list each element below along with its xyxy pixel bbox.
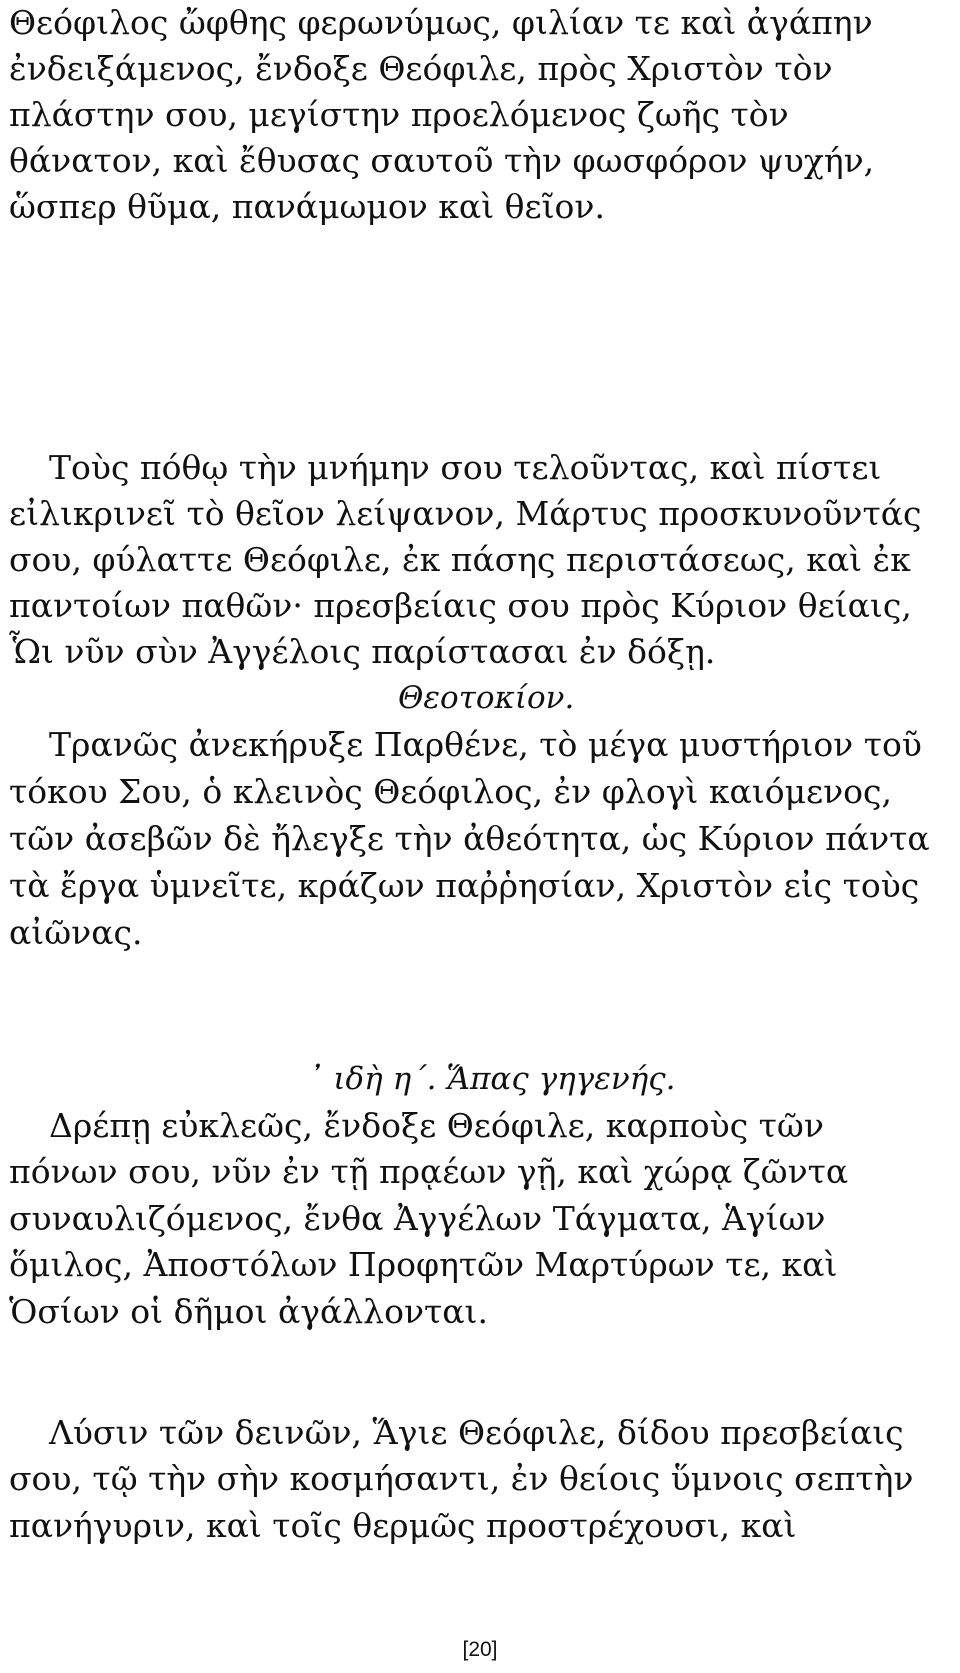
text-line: τόκου Σου, ὁ κλεινὸς Θεόφιλος, ἐν φλογὶ καιόμενος,: [9, 772, 893, 811]
text-line: πόνων σου, νῦν ἐν τῇ πρᾳέων γῇ, καὶ χώρᾳ ζῶντα: [9, 1152, 849, 1191]
text-line: Ὧι νῦν σὺν Ἀγγέλοις παρίστασαι ἐν δόξῃ.: [9, 632, 716, 671]
text-line: πανήγυριν, καὶ τοῖς θερμῶς προστρέχουσι, καὶ: [9, 1506, 797, 1545]
text-line: τὰ ἔργα ὑμνεῖτε, κράζων παῤῥησίαν, Χριστὸν εἰς τοὺς: [9, 866, 920, 905]
text-line: σου, φύλαττε Θεόφιλε, ἐκ πάσης περιστάσεως, καὶ ἐκ: [9, 540, 911, 579]
text-line: ὥσπερ θῦμα, πανάμωμον καὶ θεῖον.: [9, 187, 605, 226]
page-number: [20]: [462, 1638, 498, 1661]
text-line: Τοὺς πόθῳ τὴν μνήμην σου τελοῦντας, καὶ πίστει: [49, 448, 882, 487]
theotokion-heading: Θεοτοκίον.: [398, 680, 575, 716]
text-line: ὅμιλος, Ἀποστόλων Προφητῶν Μαρτύρων τε, καὶ: [9, 1245, 838, 1284]
text-line: συναυλιζόμενος, ἔνθα Ἀγγέλων Τάγματα, Ἁγίων: [9, 1199, 826, 1238]
text-line: Λύσιν τῶν δεινῶν, Ἅγιε Θεόφιλε, δίδου πρεσβείαις: [49, 1413, 904, 1452]
ode-heading: ᾿ ιδὴ η΄. Ἅπας γηγενής.: [308, 1061, 676, 1097]
text-line: εἰλικρινεῖ τὸ θεῖον λείψανον, Μάρτυς προσκυνοῦντάς: [9, 494, 922, 533]
text-line: Δρέπῃ εὐκλεῶς, ἔνδοξε Θεόφιλε, καρποὺς τῶν: [49, 1106, 824, 1145]
text-line: αἰῶνας.: [9, 913, 143, 952]
text-line: ἐνδειξάμενος, ἔνδοξε Θεόφιλε, πρὸς Χριστὸν τὸν: [9, 49, 833, 88]
text-line: πλάστην σου, μεγίστην προελόμενος ζωῆς τὸν: [9, 95, 789, 134]
text-line: Ὁσίων οἱ δῆμοι ἀγάλλονται.: [9, 1292, 488, 1331]
text-line: θάνατον, καὶ ἔθυσας σαυτοῦ τὴν φωσφόρον ψυχήν,: [9, 141, 875, 180]
text-line: Τρανῶς ἀνεκήρυξε Παρθένε, τὸ μέγα μυστήριον τοῦ: [49, 725, 922, 764]
text-line: τῶν ἀσεβῶν δὲ ἤλεγξε τὴν ἀθεότητα, ὡς Κύριον πάντα: [9, 819, 930, 858]
text-line: παντοίων παθῶν· πρεσβείαις σου πρὸς Κύριον θείαις,: [9, 586, 912, 625]
text-line: σου, τῷ τὴν σὴν κοσμήσαντι, ἐν θείοις ὕμνοις σεπτὴν: [9, 1459, 914, 1498]
text-line: Θεόφιλος ὤφθης φερωνύμως, φιλίαν τε καὶ ἀγάπην: [9, 3, 873, 42]
